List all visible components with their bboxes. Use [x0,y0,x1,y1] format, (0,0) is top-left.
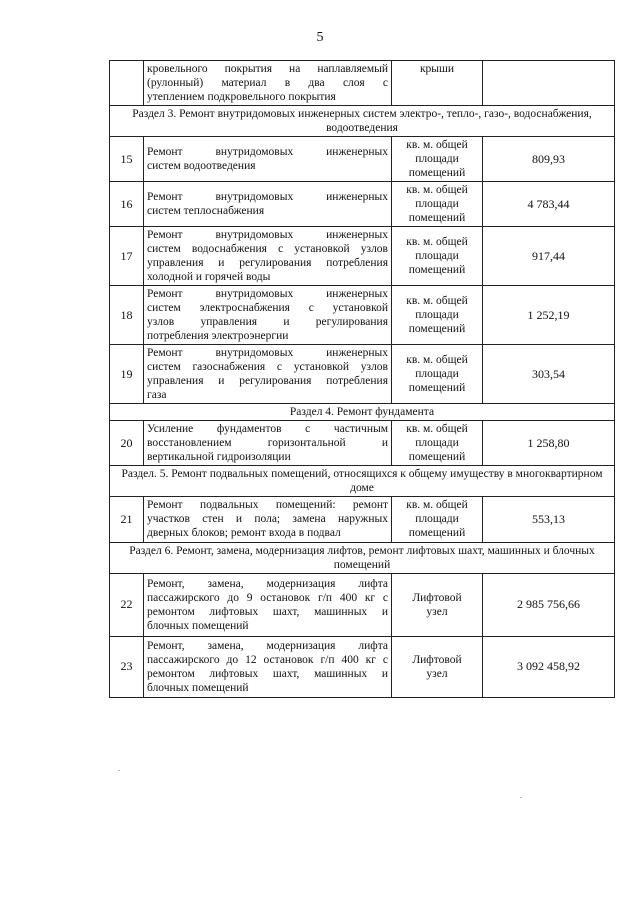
value-cell: 3 092 458,92 [483,636,615,697]
row-number: 19 [110,345,144,404]
work-name: Ремонт внутридомовых инженерных систем электроснабжения с установкой узлов управления и регулирования потребления электроэнергии [144,286,392,345]
page-number: 5 [316,30,324,45]
row-number: 18 [110,286,144,345]
row-number: 16 [110,182,144,227]
table-row-15 [110,137,615,182]
section-row-6 [110,542,615,573]
section-heading: Раздел. 5. Ремонт подвальных помещений, относящихся к общему имуществу в многоквартирном доме [110,466,615,497]
work-name: Ремонт внутридомовых инженерных систем водоотведения [144,137,392,182]
unit-cell: Лифтовой узел [392,636,483,697]
row-number: 21 [110,497,144,542]
scan-speck [118,770,120,771]
unit-cell: кв. м. общей площади помещений [392,421,483,466]
unit-cell: Лифтовой узел [392,573,483,636]
work-name: Ремонт внутридомовых инженерных систем водоснабжения с установкой узлов управления и регулирования потребления холодной и горячей воды [144,227,392,286]
unit-cell: кв. м. общей площади помещений [392,497,483,542]
section-row-4 [110,404,615,421]
table-row-20 [110,421,615,466]
scan-speck [520,797,522,798]
unit-cell: кв. м. общей площади помещений [392,345,483,404]
row-number: 17 [110,227,144,286]
work-name: Ремонт подвальных помещений: ремонт участков стен и пола; замена наружных дверных блоков; ремонт входа в подвал [144,497,392,542]
section-heading: Раздел 4. Ремонт фундамента [110,404,615,421]
table-row-23 [110,636,615,697]
section-heading: Раздел 6. Ремонт, замена, модернизация лифтов, ремонт лифтовых шахт, машинных и блочных помещений [110,542,615,573]
value-cell [483,61,615,106]
work-name: Ремонт внутридомовых инженерных систем газоснабжения с установкой узлов управления и регулирования потребления газа [144,345,392,404]
section-row-5 [110,466,615,497]
work-name: кровельного покрытия на наплавляемый (рулонный) материал в два слоя с утеплением подкровельного покрытия [144,61,392,106]
section-heading: Раздел 3. Ремонт внутридомовых инженерных систем электро-, тепло-, газо-, водоснабжения, водоотведения [110,106,615,137]
row-number: 23 [110,636,144,697]
value-cell: 1 258,80 [483,421,615,466]
table-row-22 [110,573,615,636]
unit-cell: кв. м. общей площади помещений [392,182,483,227]
unit-cell: кв. м. общей площади помещений [392,227,483,286]
table-row-17 [110,227,615,286]
table-row-continuation [110,61,615,106]
value-cell: 303,54 [483,345,615,404]
unit-cell: крыши [392,61,483,106]
section-row-3 [110,106,615,137]
table-row-21 [110,497,615,542]
value-cell: 2 985 756,66 [483,573,615,636]
work-name: Ремонт, замена, модернизация лифта пассажирского до 9 остановок г/п 400 кг с ремонтом лифтовых шахт, машинных и блочных помещений [144,573,392,636]
unit-cell: кв. м. общей площади помещений [392,137,483,182]
work-name: Ремонт внутридомовых инженерных систем теплоснабжения [144,182,392,227]
value-cell: 553,13 [483,497,615,542]
table-row-18 [110,286,615,345]
repair-works-table [109,60,615,698]
value-cell: 809,93 [483,137,615,182]
unit-cell: кв. м. общей площади помещений [392,286,483,345]
row-number [110,61,144,106]
work-name: Ремонт, замена, модернизация лифта пассажирского до 12 остановок г/п 400 кг с ремонтом лифтовых шахт, машинных и блочных помещений [144,636,392,697]
row-number: 22 [110,573,144,636]
value-cell: 917,44 [483,227,615,286]
table-row-16 [110,182,615,227]
row-number: 15 [110,137,144,182]
row-number: 20 [110,421,144,466]
work-name: Усиление фундаментов с частичным восстановлением горизонтальной и вертикальной гидроизоляции [144,421,392,466]
table-row-19 [110,345,615,404]
value-cell: 1 252,19 [483,286,615,345]
value-cell: 4 783,44 [483,182,615,227]
